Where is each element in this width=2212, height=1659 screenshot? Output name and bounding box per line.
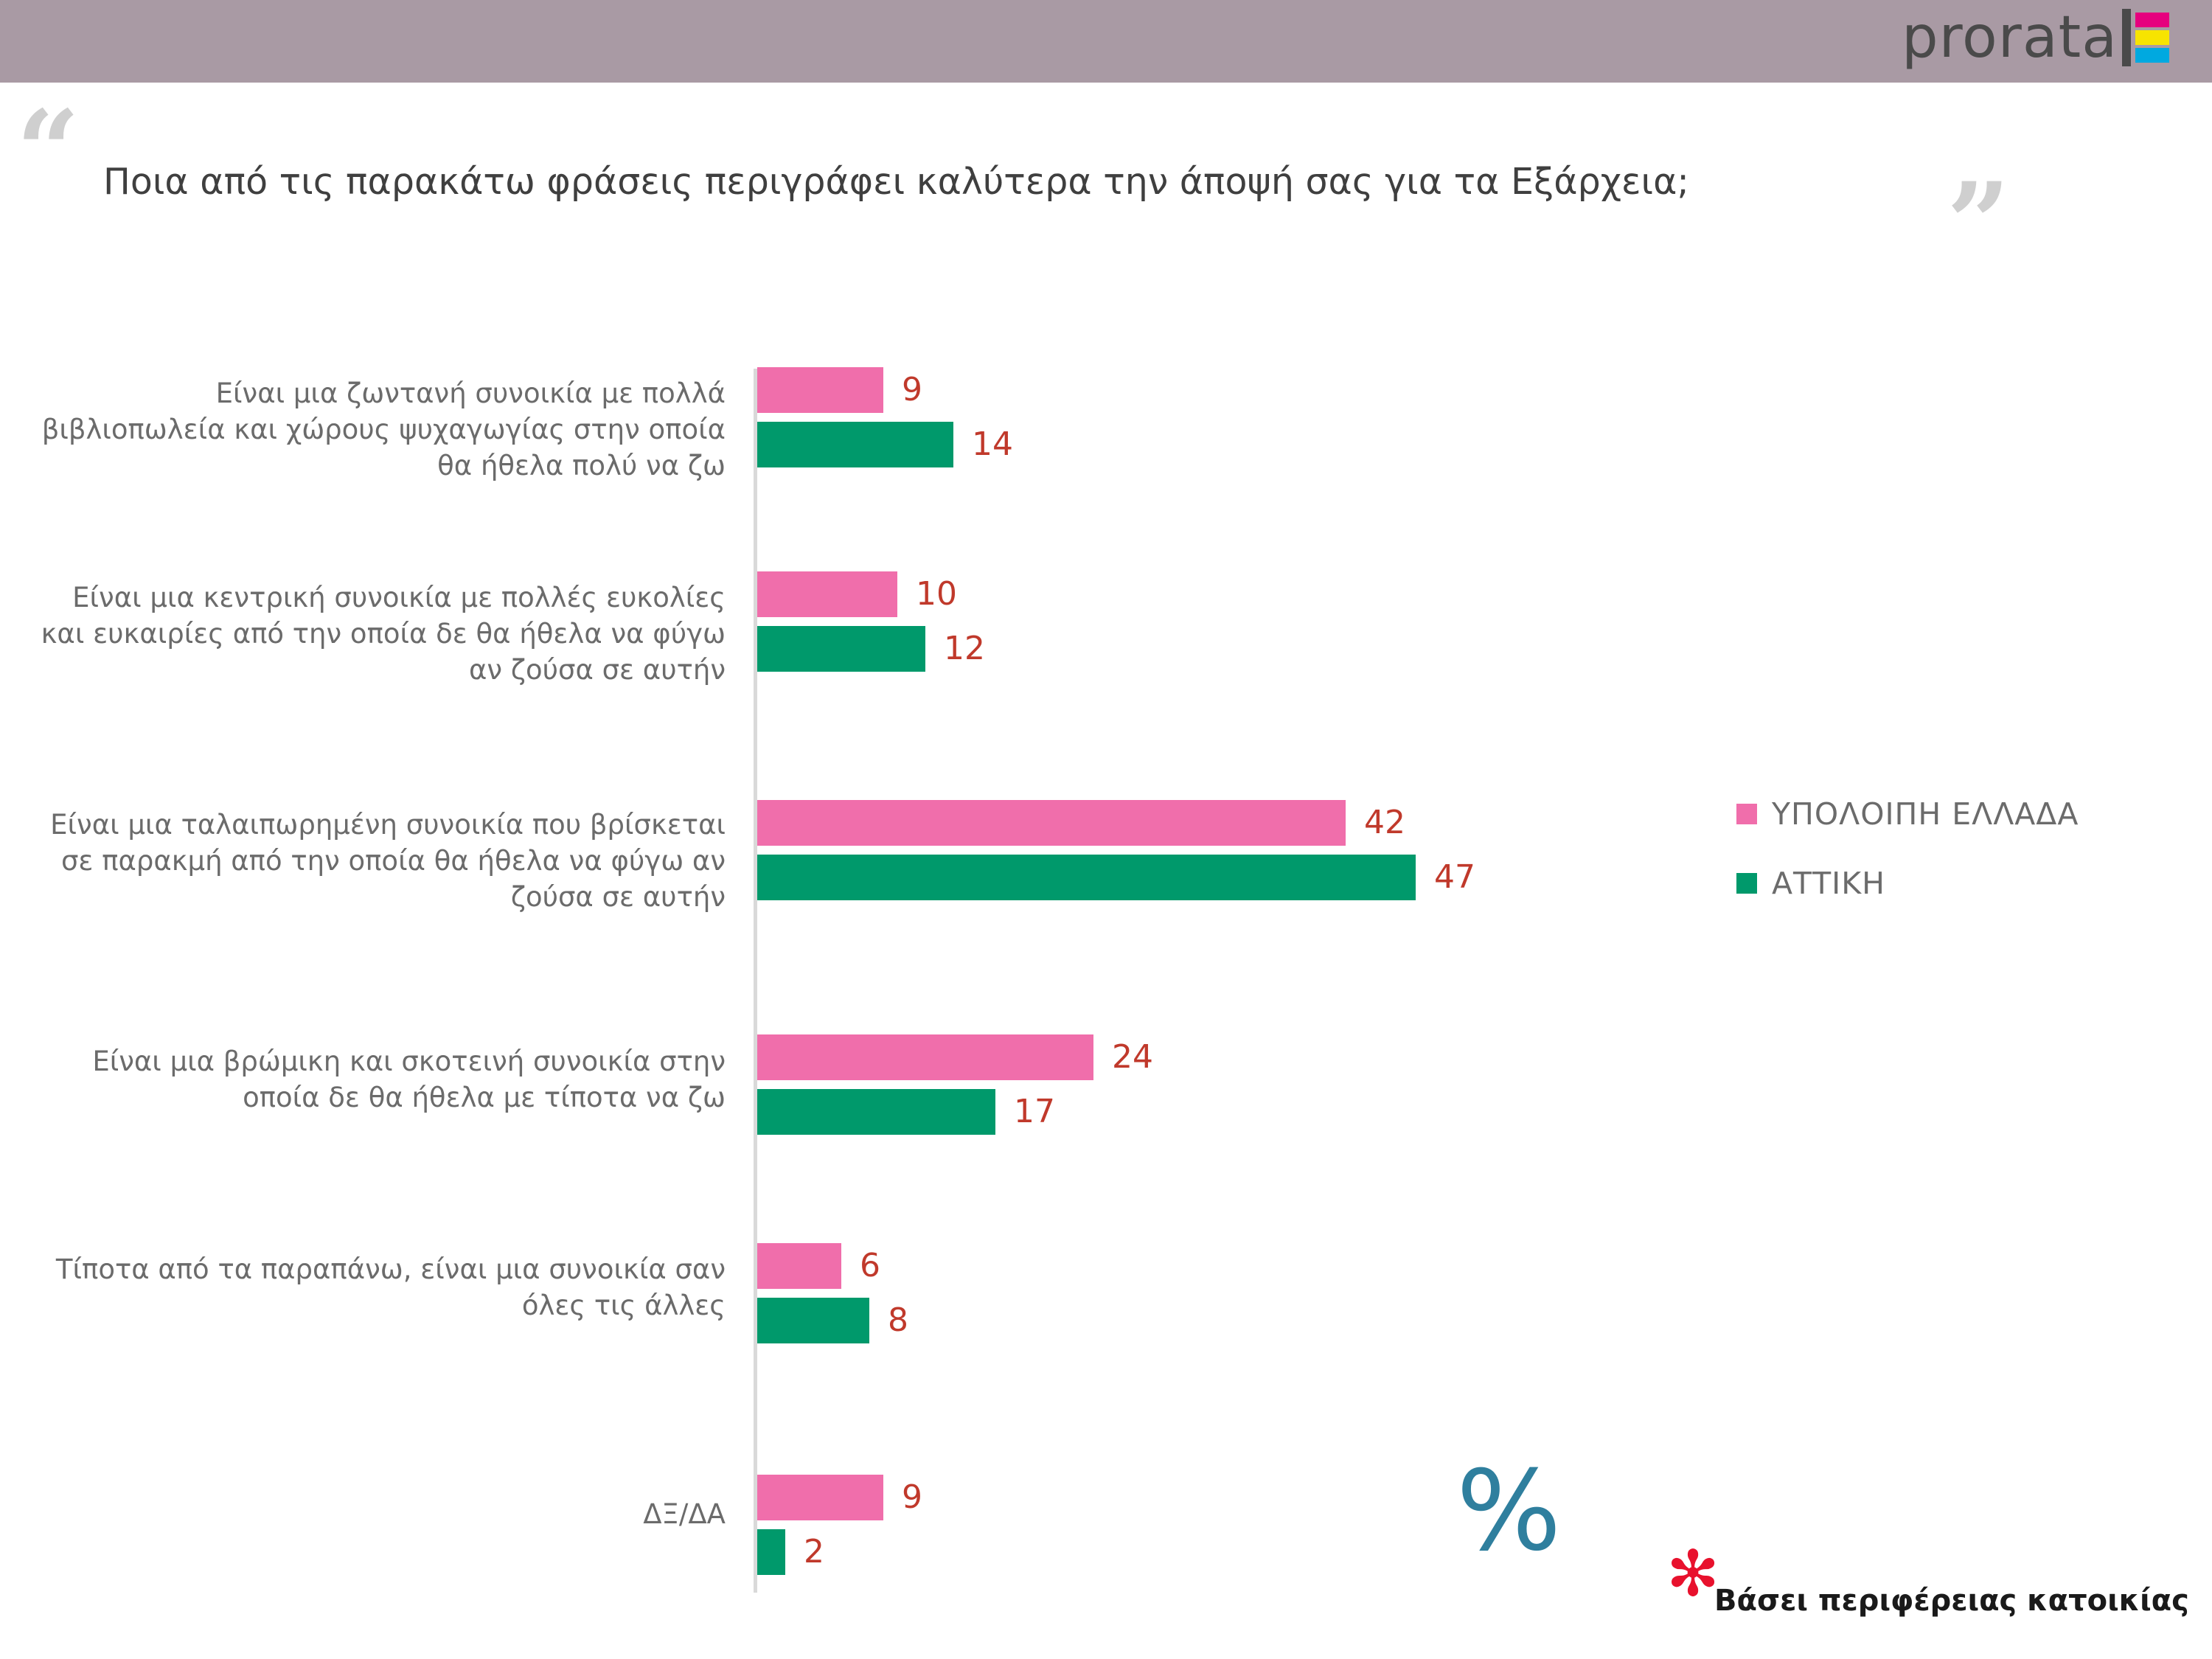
category-label: Είναι μια κεντρική συνοικία με πολλές ευκολίες και ευκαιρίες από την οποία δε θα ήθελα να φύγω αν ζούσα σε αυτήν	[41, 582, 726, 686]
logo-text: prorata	[1902, 4, 2118, 71]
bar-group	[757, 347, 2158, 538]
category-group	[0, 1222, 754, 1414]
percent-symbol-icon: %	[1456, 1447, 1562, 1576]
legend-swatch-green-icon	[1736, 873, 1757, 894]
bar-value-pink: 9	[902, 371, 922, 408]
asterisk-icon: ✻	[1666, 1537, 1720, 1611]
legend-item-attiki[interactable]	[1736, 866, 2079, 901]
bar-value-pink: 9	[902, 1478, 922, 1516]
legend-label: ΥΠΟΛΟΙΠΗ ΕΛΛΑΔΑ	[1772, 796, 2079, 832]
legend-item-ypoloipi-ellada[interactable]	[1736, 796, 2079, 832]
category-label: Είναι μια ζωντανή συνοικία με πολλά βιβλιοπωλεία και χώρους ψυχαγωγίας στην οποία θα ήθελα πολύ να ζω	[41, 378, 726, 481]
bar-green	[757, 422, 953, 467]
quote-open-icon: “	[16, 86, 80, 216]
bar-pink	[757, 571, 897, 617]
prorata-logo	[1902, 4, 2169, 71]
bar-pink	[757, 367, 883, 413]
footnote-text: Βάσει περιφέρειας κατοικίας	[1714, 1584, 2189, 1618]
logo-swatch-yellow	[2135, 30, 2169, 45]
category-label: Τίποτα από τα παραπάνω, είναι μια συνοικία σαν όλες τις άλλες	[55, 1253, 726, 1321]
logo-swatch-magenta	[2135, 13, 2169, 27]
category-group	[0, 347, 754, 538]
bar-group	[757, 1016, 2158, 1208]
category-label: Είναι μια ταλαιπωρημένη συνοικία που βρίσκεται σε παρακμή από την οποία θα ήθελα να φύγω αν ζούσα σε αυτήν	[50, 809, 726, 913]
chart-area	[0, 347, 2212, 1615]
category-label: Είναι μια βρώμικη και σκοτεινή συνοικία στην οποία δε θα ήθελα με τίποτα να ζω	[92, 1046, 726, 1113]
bar-value-pink: 24	[1112, 1038, 1153, 1076]
legend-label: ΑΤΤΙΚΗ	[1772, 866, 1885, 901]
category-label: ΔΞ/ΔΑ	[643, 1498, 726, 1530]
bar-pink	[757, 800, 1346, 846]
bar-value-green: 14	[972, 425, 1013, 463]
bar-green	[757, 855, 1416, 900]
bar-value-green: 12	[944, 630, 985, 667]
bar-pink	[757, 1034, 1093, 1080]
quote-close-icon: ”	[1947, 159, 2011, 288]
legend	[1736, 796, 2079, 935]
legend-swatch-pink-icon	[1736, 804, 1757, 824]
chart-title: Ποια από τις παρακάτω φράσεις περιγράφει καλύτερα την άποψή σας για τα Εξάρχεια;	[103, 161, 1689, 203]
bar-value-green: 17	[1014, 1093, 1055, 1130]
logo-swatch-cyan	[2135, 48, 2169, 63]
bar-pink	[757, 1243, 841, 1289]
bar-value-green: 47	[1434, 858, 1475, 896]
logo-swatches-icon	[2135, 9, 2169, 66]
bar-green	[757, 1529, 785, 1575]
bar-group	[757, 564, 2158, 756]
logo-divider-icon	[2122, 9, 2131, 66]
bar-green	[757, 626, 925, 672]
bar-value-pink: 42	[1364, 804, 1405, 841]
category-group	[0, 1423, 754, 1615]
category-group	[0, 782, 754, 973]
category-group	[0, 1016, 754, 1208]
bar-value-pink: 10	[916, 575, 957, 613]
bar-pink	[757, 1475, 883, 1520]
bar-green	[757, 1298, 869, 1343]
category-group	[0, 564, 754, 756]
bar-value-green: 8	[888, 1301, 908, 1339]
bar-green	[757, 1089, 995, 1135]
bar-group	[757, 1222, 2158, 1414]
bar-value-green: 2	[804, 1533, 824, 1571]
bar-value-pink: 6	[860, 1247, 880, 1284]
header-bar	[0, 0, 2212, 83]
